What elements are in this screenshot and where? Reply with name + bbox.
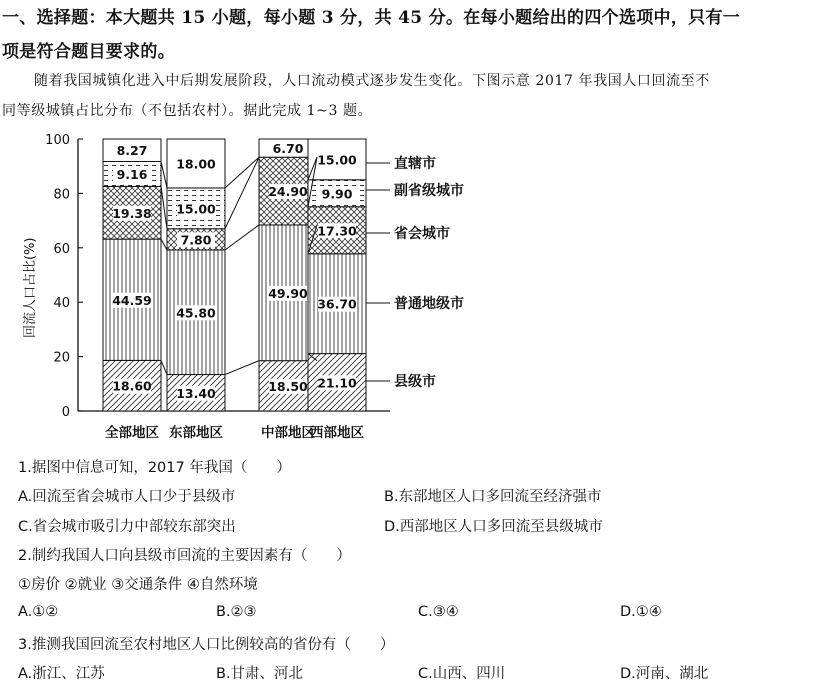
- data-label-prefecture: 44.59: [112, 292, 152, 308]
- question-2-option-d[interactable]: D.①④: [620, 604, 662, 620]
- question-2-option-c[interactable]: C.③④: [418, 604, 459, 620]
- question-3-option-d[interactable]: D.河南、湖北: [620, 666, 709, 682]
- data-label-capital: 7.80: [180, 232, 212, 248]
- question-3-option-b[interactable]: B.甘肃、河北: [216, 666, 304, 682]
- question-3-stem: 3.推测我国回流至农村地区人口比例较高的省份有（ ）: [18, 637, 395, 653]
- y-axis-label: 回流人口占比(%): [23, 237, 38, 338]
- data-label-county: 13.40: [176, 385, 216, 401]
- data-label-capital: 17.30: [317, 223, 357, 239]
- stacked-bar-chart: [0, 128, 480, 450]
- connector-line: [225, 157, 259, 229]
- y-tick-label: 40: [53, 296, 70, 312]
- question-1-option-a[interactable]: A.回流至省会城市人口少于县级市: [18, 489, 236, 505]
- question-2-items: ①房价 ②就业 ③交通条件 ④自然环境: [18, 577, 258, 593]
- question-1-stem: 1.据图中信息可知，2017 年我国（ ）: [18, 460, 291, 476]
- question-3-option-c[interactable]: C.山西、四川: [418, 666, 506, 682]
- question-2-option-a[interactable]: A.①②: [18, 604, 59, 620]
- x-tick-label: 东部地区: [169, 425, 223, 441]
- instruction-line-2: 项是符合题目要求的。: [2, 42, 175, 62]
- connector-line: [161, 360, 167, 374]
- data-label-capital: 19.38: [112, 205, 152, 221]
- connector-line: [225, 157, 259, 188]
- y-tick-label: 80: [53, 187, 70, 203]
- connector-line: [161, 186, 167, 228]
- y-tick-label: 100: [45, 133, 70, 148]
- data-label-municipal: 8.27: [116, 143, 148, 159]
- y-tick-label: 0: [61, 405, 70, 420]
- question-1-option-c[interactable]: C.省会城市吸引力中部较东部突出: [18, 519, 236, 535]
- data-label-municipal: 6.70: [272, 141, 304, 157]
- legend-label-capital: 省会城市: [394, 226, 450, 242]
- intro-line-2: 同等级城镇占比分布（不包括农村）。据此完成 1~3 题。: [2, 103, 373, 119]
- question-3-option-a[interactable]: A.浙江、江苏: [18, 666, 105, 682]
- instruction-line-1: 一、选择题：本大题共 15 小题，每小题 3 分，共 45 分。在每小题给出的四个选项中，只有一: [2, 8, 741, 28]
- x-tick-label: 全部地区: [105, 425, 159, 441]
- data-label-prefecture: 45.80: [176, 305, 216, 321]
- data-label-prefecture: 49.90: [268, 285, 308, 301]
- legend-label-subprov: 副省级城市: [394, 183, 464, 199]
- connector-line: [161, 161, 167, 187]
- y-tick-label: 60: [53, 241, 70, 257]
- question-2-stem: 2.制约我国人口向县级市回流的主要因素有（ ）: [18, 548, 351, 564]
- y-tick-label: 20: [53, 350, 70, 366]
- data-label-subprov: 9.90: [321, 186, 353, 202]
- data-label-county: 21.10: [317, 375, 357, 391]
- intro-line-1: 随着我国城镇化进入中后期发展阶段，人口流动模式逐步发生变化。下图示意 2017 年我国人口回流至不: [34, 73, 710, 89]
- legend-label-prefecture: 普通地级市: [394, 296, 464, 312]
- x-tick-label: 西部地区: [310, 425, 364, 441]
- question-1-option-b[interactable]: B.东部地区人口多回流至经济强市: [384, 489, 602, 505]
- data-label-municipal: 15.00: [317, 152, 357, 168]
- data-label-prefecture: 36.70: [317, 296, 357, 312]
- data-label-county: 18.50: [268, 378, 308, 394]
- data-label-municipal: 18.00: [176, 156, 216, 172]
- legend-label-municipal: 直辖市: [394, 156, 436, 172]
- data-label-capital: 24.90: [268, 184, 308, 200]
- question-2-option-b[interactable]: B.②③: [216, 604, 257, 620]
- x-tick-label: 中部地区: [261, 425, 315, 441]
- connector-line: [161, 239, 167, 250]
- legend-label-county: 县级市: [394, 374, 436, 390]
- data-label-subprov: 15.00: [176, 201, 216, 217]
- question-1-option-d[interactable]: D.西部地区人口多回流至县级城市: [384, 519, 603, 535]
- connector-line: [225, 361, 259, 375]
- data-label-county: 18.60: [112, 378, 152, 394]
- data-label-subprov: 9.16: [116, 166, 148, 182]
- connector-line: [225, 225, 259, 250]
